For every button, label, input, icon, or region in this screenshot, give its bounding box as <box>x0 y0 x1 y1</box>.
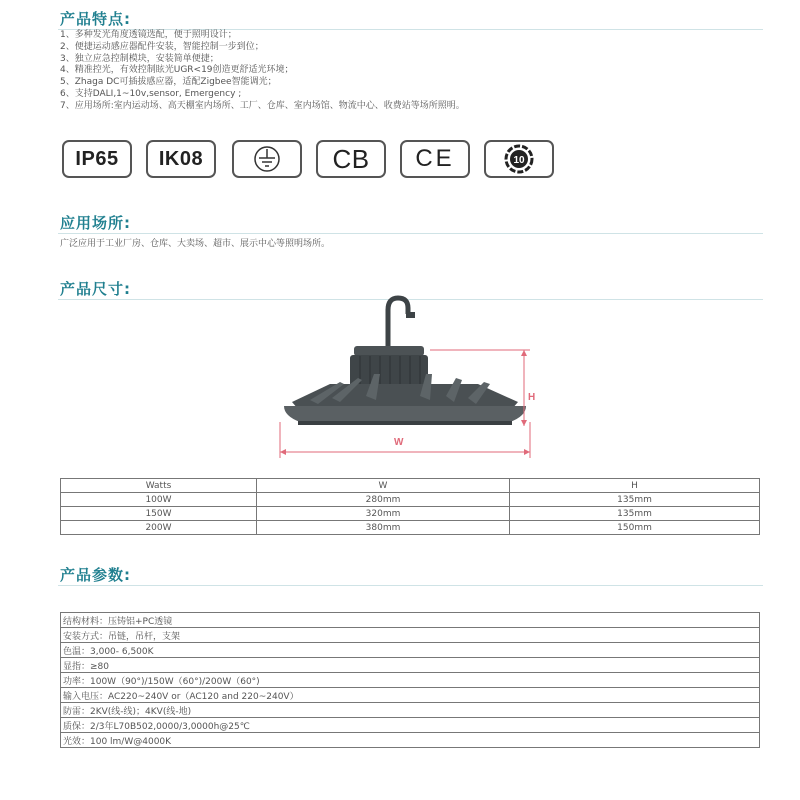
width-arrow-left <box>280 449 286 455</box>
table-row <box>61 733 760 748</box>
application-heading: 应用场所: <box>60 214 131 232</box>
ten-year-warranty-icon <box>499 143 539 175</box>
parameter-cell: 显指：≥80 <box>61 658 760 673</box>
ip65-label: IP65 <box>75 147 119 170</box>
feature-item: 6、支持DALI,1~10v,sensor, Emergency ; <box>60 88 242 99</box>
parameter-cell: 安装方式：吊链，吊杆，支架 <box>61 628 760 643</box>
dimensions-table <box>60 478 760 535</box>
table-row <box>61 703 760 718</box>
dimensions-header-row <box>61 479 760 493</box>
table-row <box>61 718 760 733</box>
feature-item: 1、多种发光角度透镜选配，便于照明设计； <box>60 30 237 40</box>
height-arrow-top <box>521 350 527 356</box>
parameter-cell: 结构材料：压铸铝+PC透镜 <box>61 613 760 628</box>
ground-icon <box>247 144 287 174</box>
table-cell: 100W <box>61 493 257 507</box>
column-header: H <box>510 479 760 493</box>
driver-cap <box>354 346 424 356</box>
ik08-label: IK08 <box>158 147 204 170</box>
table-cell: 150mm <box>510 521 760 535</box>
ground-symbol-badge <box>232 140 302 178</box>
warranty-badge <box>484 140 554 178</box>
parameters-divider <box>58 585 763 586</box>
table-row <box>61 521 760 535</box>
feature-item: 4、精准控光，有效控制眩光UGR<19创造更舒适光环境； <box>60 65 294 76</box>
height-arrow-bottom <box>521 420 527 426</box>
ik08-badge <box>146 140 216 178</box>
warranty-label: 10 <box>513 155 525 166</box>
feature-list <box>60 30 760 113</box>
table-row <box>61 493 760 507</box>
parameter-cell: 质保：2/3年L70B502,0000/3,0000h@25℃ <box>61 718 760 733</box>
application-text: 广泛应用于工业厂房、仓库、大卖场、超市、展示中心等照明场所。 <box>60 239 331 249</box>
cb-label: CB <box>332 143 370 174</box>
hanging-hook <box>388 298 408 348</box>
lens-rim <box>284 406 526 422</box>
parameter-cell: 色温：3,000- 6,500K <box>61 643 760 658</box>
parameters-heading: 产品参数: <box>60 566 131 584</box>
parameter-cell: 输入电压：AC220~240V or（AC120 and 220~240V） <box>61 688 760 703</box>
table-row <box>61 688 760 703</box>
application-divider <box>58 233 763 234</box>
table-row <box>61 628 760 643</box>
driver-housing <box>350 355 428 387</box>
ce-label: CE <box>415 145 455 172</box>
parameters-table <box>60 612 760 748</box>
height-label: H <box>528 392 536 403</box>
hook-latch <box>406 312 415 318</box>
ip65-badge <box>62 140 132 178</box>
lens-bottom <box>298 421 512 425</box>
width-arrow-right <box>524 449 530 455</box>
parameter-cell: 光效：100 lm/W@4000K <box>61 733 760 748</box>
width-label: W <box>394 437 404 448</box>
table-cell: 135mm <box>510 507 760 521</box>
feature-item: 3、独立应急控制模块，安装简单便捷； <box>60 53 219 64</box>
table-cell: 135mm <box>510 493 760 507</box>
table-row <box>61 507 760 521</box>
table-row <box>61 658 760 673</box>
product-dimension-drawing <box>270 292 540 462</box>
table-cell: 380mm <box>257 521 510 535</box>
column-header: Watts <box>61 479 257 493</box>
table-cell: 200W <box>61 521 257 535</box>
ce-badge <box>400 140 470 178</box>
table-cell: 320mm <box>257 507 510 521</box>
feature-item: 7、应用场所:室内运动场、高天棚室内场所、工厂、仓库、室内场馆、物流中心、收费站等场所照明。 <box>60 100 465 111</box>
parameter-cell: 防雷：2KV(线-线)；4KV(线-地) <box>61 703 760 718</box>
table-row <box>61 643 760 658</box>
dimensions-heading: 产品尺寸: <box>60 280 131 298</box>
table-row <box>61 673 760 688</box>
column-header: W <box>257 479 510 493</box>
cb-badge <box>316 140 386 178</box>
table-row <box>61 613 760 628</box>
feature-item: 2、便捷运动感应器配件安装，智能控制一步到位； <box>60 41 264 52</box>
table-cell: 150W <box>61 507 257 521</box>
features-heading: 产品特点: <box>60 10 131 28</box>
parameter-cell: 功率：100W（90°)/150W（60°)/200W（60°) <box>61 673 760 688</box>
feature-item: 5、Zhaga DC可插拔感应器，适配Zigbee智能调光； <box>60 77 277 88</box>
table-cell: 280mm <box>257 493 510 507</box>
